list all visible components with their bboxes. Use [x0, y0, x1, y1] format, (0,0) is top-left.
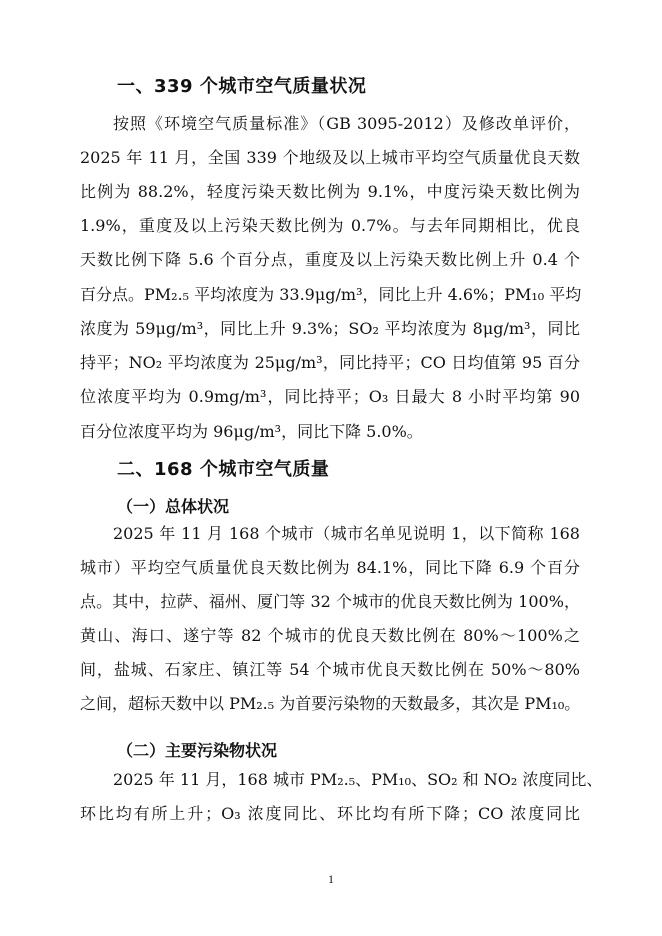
- paragraph-line: 城市）平均空气质量优良天数比例为 84.1%，同比下降 6.9 个百分: [80, 558, 580, 577]
- subsection-heading-pollutants: （二）主要污染物状况: [117, 741, 278, 760]
- section-2-heading: 二、168 个城市空气质量: [117, 459, 330, 480]
- paragraph-line: 浓度为 59μg/m³，同比上升 9.3%；SO₂ 平均浓度为 8μg/m³，同比: [80, 319, 580, 338]
- subsection-heading-overall: （一）总体状况: [117, 497, 230, 516]
- paragraph-line: 间，盐城、石家庄、镇江等 54 个城市优良天数比例在 50%～80%: [80, 660, 580, 679]
- paragraph-line: 2025 年 11 月 168 个城市（城市名单见说明 1，以下简称 168: [113, 524, 580, 543]
- paragraph-line: 环比均有所上升；O₃ 浓度同比、环比均有所下降；CO 浓度同比: [80, 804, 580, 823]
- paragraph-line: 百分位浓度平均为 96μg/m³，同比下降 5.0%。: [80, 422, 423, 441]
- paragraph-line: 之间，超标天数中以 PM₂.₅ 为首要污染物的天数最多，其次是 PM₁₀。: [80, 694, 581, 713]
- paragraph-line: 位浓度平均为 0.9mg/m³，同比持平；O₃ 日最大 8 小时平均第 90: [80, 387, 580, 406]
- paragraph-line: 持平；NO₂ 平均浓度为 25μg/m³，同比持平；CO 日均值第 95 百分: [80, 353, 580, 372]
- paragraph-line: 1.9%，重度及以上污染天数比例为 0.7%。与去年同期相比，优良: [80, 216, 580, 235]
- paragraph-line: 点。其中，拉萨、福州、厦门等 32 个城市的优良天数比例为 100%，: [80, 592, 580, 611]
- paragraph-line: 按照《环境空气质量标准》（GB 3095-2012）及修改单评价，: [113, 114, 580, 133]
- page-number: 1: [328, 872, 334, 886]
- paragraph-line: 2025 年 11 月，全国 339 个地级及以上城市平均空气质量优良天数: [80, 148, 580, 167]
- paragraph-line: 2025 年 11 月，168 城市 PM₂.₅、PM₁₀、SO₂ 和 NO₂ 浓度同比、: [113, 770, 603, 789]
- paragraph-line: 黄山、海口、遂宁等 82 个城市的优良天数比例在 80%～100%之: [80, 626, 580, 645]
- paragraph-line: 比例为 88.2%，轻度污染天数比例为 9.1%，中度污染天数比例为: [80, 182, 580, 201]
- paragraph-line: 百分点。PM₂.₅ 平均浓度为 33.9μg/m³，同比上升 4.6%；PM₁₀ 平均: [80, 285, 582, 304]
- section-1-heading: 一、339 个城市空气质量状况: [117, 76, 367, 97]
- paragraph-line: 天数比例下降 5.6 个百分点，重度及以上污染天数比例上升 0.4 个: [80, 250, 580, 269]
